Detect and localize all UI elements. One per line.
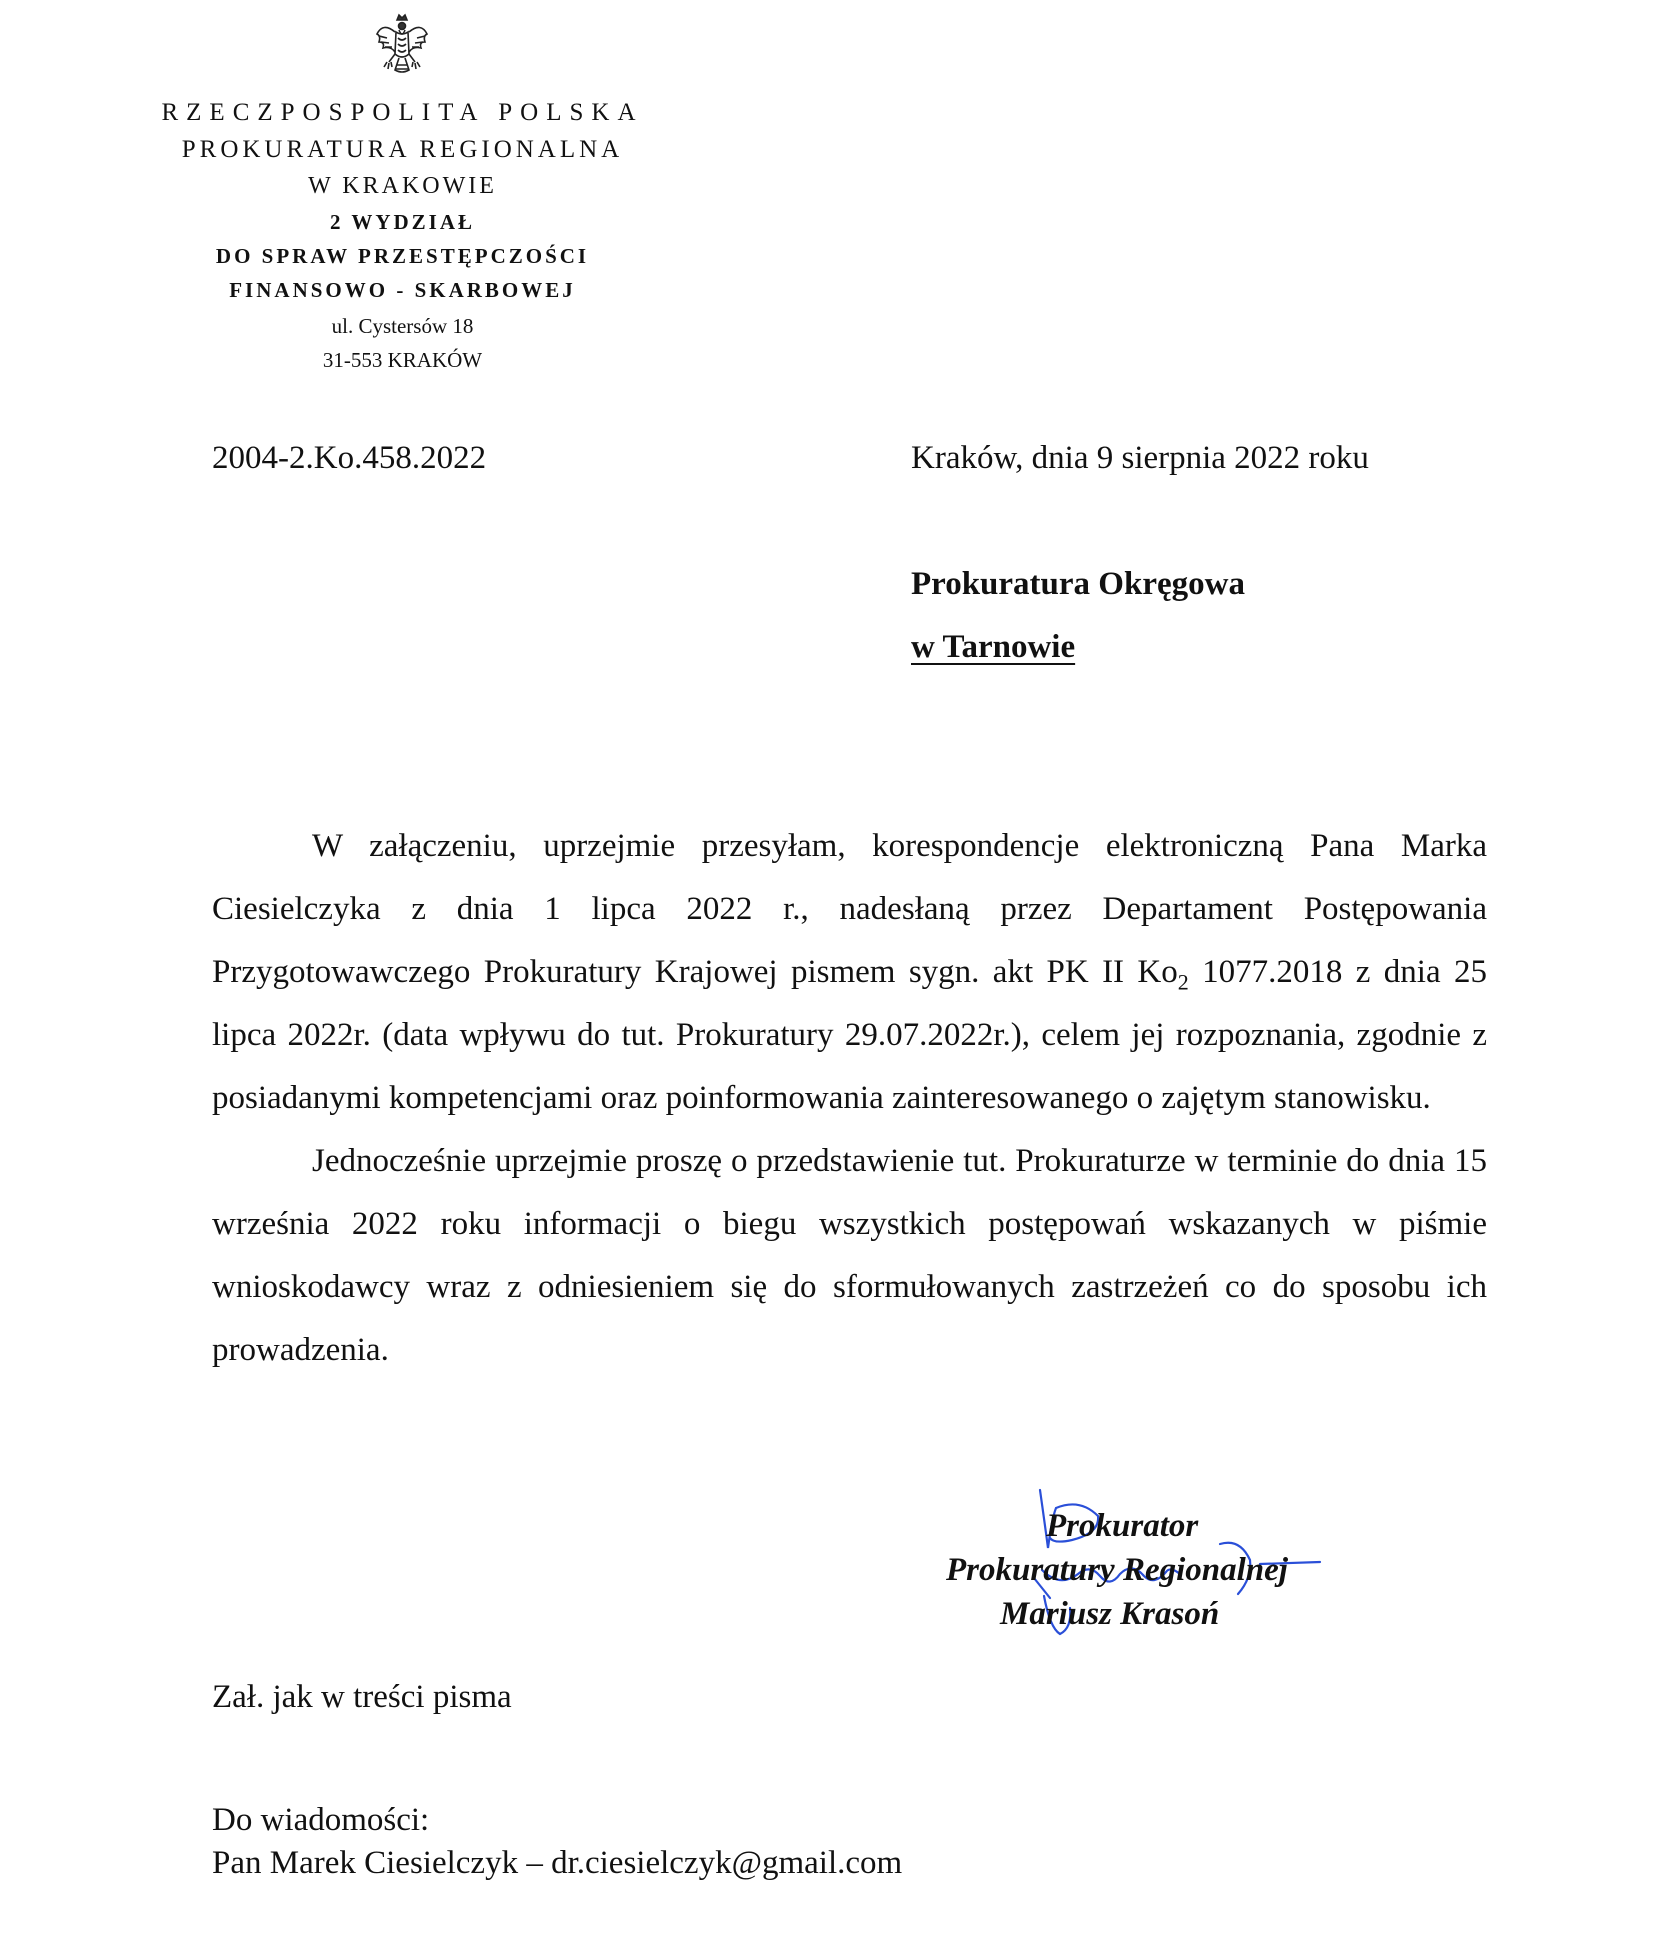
cc-label: Do wiadomości: [212, 1802, 430, 1838]
letterhead-office: PROKURATURA REGIONALNA [181, 136, 624, 163]
recipient-name: Prokuratura Okręgowa [911, 566, 1245, 602]
body-paragraph-1-start: W załączeniu, uprzejmie przesyłam, korespondencje elektroniczną Pana Marka Ciesielczyka z dnia 1 lipca 2022 r., nadesłaną przez Departament Postępowania Przygotowawczego Prokuratury Krajowej pismem sygn. akt PK II Ko [212, 828, 1487, 990]
letter-body [212, 815, 1487, 1382]
letterhead-department-name: DO SPRAW PRZESTĘPCZOŚCI [215, 244, 590, 268]
signature-name: Mariusz Krasoń [1000, 1596, 1220, 1632]
letterhead-department: 2 WYDZIAŁ [329, 210, 476, 234]
letterhead-postcode-city: 31-553 KRAKÓW [322, 348, 483, 372]
attachment-note: Zał. jak w treści pisma [212, 1679, 512, 1715]
letterhead-street: ul. Cystersów 18 [331, 314, 474, 338]
letterhead-city: W KRAKOWIE [308, 173, 497, 199]
body-paragraph-1 [212, 815, 1487, 1130]
letterhead-state: RZECZPOSPOLITA POLSKA [161, 99, 644, 126]
signature-title: Prokurator [1046, 1508, 1199, 1544]
letter-date: Kraków, dnia 9 sierpnia 2022 roku [911, 440, 1369, 476]
signature-office: Prokuratury Regionalnej [946, 1552, 1288, 1588]
body-paragraph-1-end: 1077.2018 z dnia 25 lipca 2022r. (data wpływu do tut. Prokuratury 29.07.2022r.), celem jej rozpoznania, zgodnie z posiadanymi kompetencjami oraz poinformowania zainteresowanego o zajętym stanowisku. [212, 954, 1487, 1116]
white-eagle-emblem-icon [373, 12, 431, 78]
case-subscript: 2 [1177, 969, 1189, 995]
letterhead-department-scope: FINANSOWO - SKARBOWEJ [229, 278, 576, 302]
cc-recipient: Pan Marek Ciesielczyk – dr.ciesielczyk@gmail.com [212, 1845, 903, 1881]
body-paragraph-2: Jednocześnie uprzejmie proszę o przedstawienie tut. Prokuraturze w terminie do dnia 15 września 2022 roku informacji o biegu wszystkich postępowań wskazanych w piśmie wnioskodawcy wraz z odniesieniem się do sformułowanych zastrzeżeń co do sposobu ich prowadzenia. [212, 1143, 1487, 1368]
recipient-location: w Tarnowie [911, 629, 1076, 665]
reference-number: 2004-2.Ko.458.2022 [212, 440, 487, 476]
